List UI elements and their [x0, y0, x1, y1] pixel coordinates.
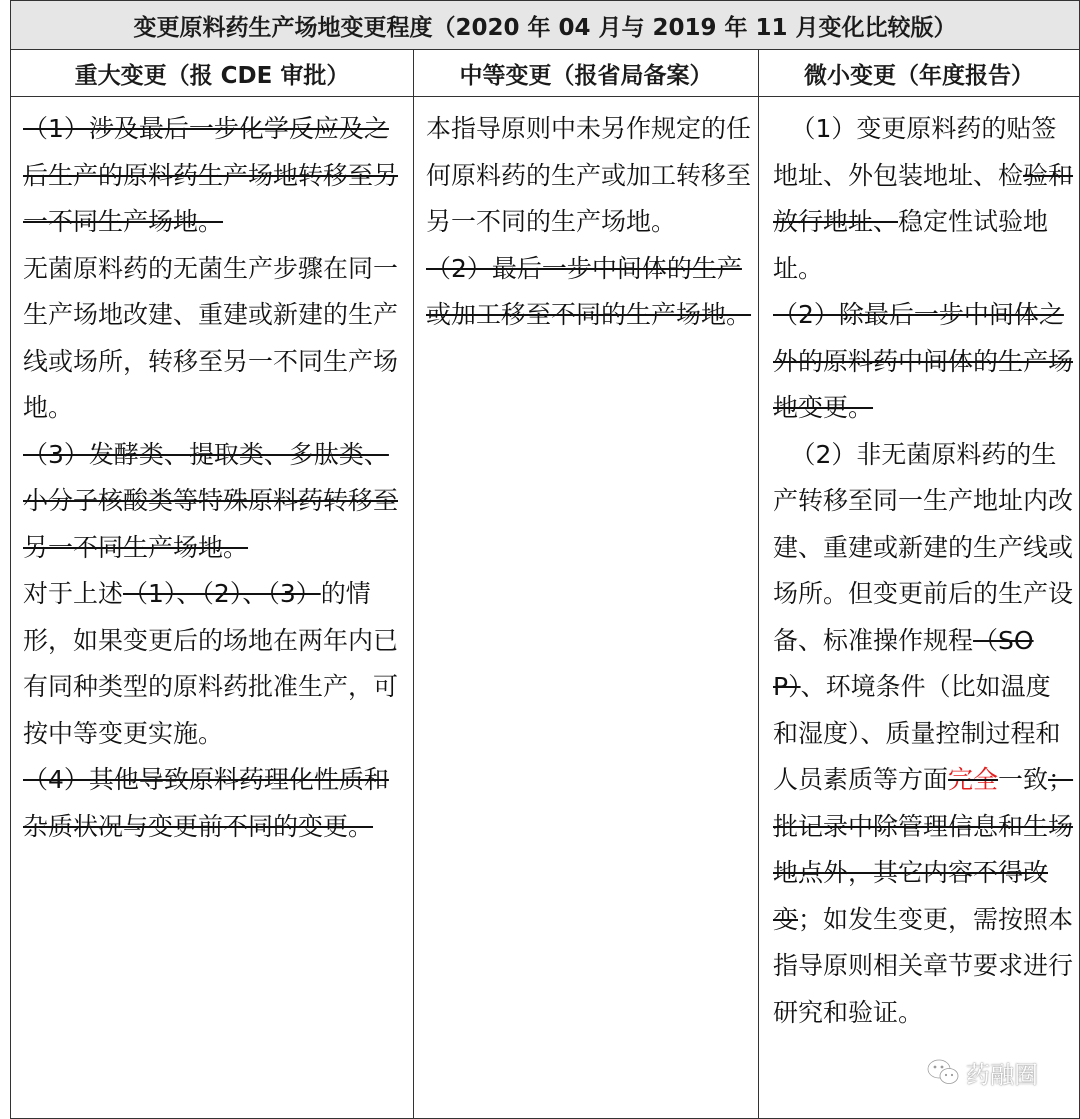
minor-text: ；如发生变更，需按照本指导原则相关章节要求进行研究和验证。	[773, 904, 1074, 1027]
minor-item-2	[773, 432, 1075, 1037]
column-header-moderate: 中等变更（报省局备案）	[414, 50, 759, 97]
wechat-icon	[926, 1057, 960, 1087]
major-item-3	[23, 432, 409, 572]
major-sterile-item: 无菌原料药的无菌生产步骤在同一生产场地改建、重建或新建的生产线或场所，转移至另一不同生产场地。	[23, 253, 399, 422]
deleted-text: ；批记录中除管理信息和生场地点外，其它内容不得改变	[773, 765, 1074, 934]
column-header-major: 重大变更（报 CDE 审批）	[11, 50, 414, 97]
moderate-paragraph-1: 本指导原则中未另作规定的任何原料药的生产或加工转移至另一不同的生产场地。	[426, 114, 752, 236]
major-change-cell	[11, 97, 414, 1119]
minor-text: 、环境条件（比如温度和湿度）、质量控制过程和人员素质等方面	[773, 672, 1061, 794]
deleted-text: （2）除最后一步中间体之外的原料药中间体的生产场地变更。	[773, 300, 1074, 422]
column-header-minor: 微小变更（年度报告）	[759, 50, 1080, 97]
note-text: 的情形，如果变更后的场地在两年内已有同种类型的原料药批准生产，可按中等变更实施。	[23, 579, 399, 748]
table-title: 变更原料药生产场地变更程度（2020 年 04 月与 2019 年 11 月变化比较版）	[11, 1, 1080, 50]
major-note	[23, 571, 409, 757]
deleted-text: （4）其他导致原料药理化性质和杂质状况与变更前不同的变更。	[23, 765, 389, 841]
moderate-item-2	[426, 246, 754, 339]
minor-text: （2）非无菌原料药的生产转移至同一生产地址内改建、重建或新建的生产线或场所。但变更前后的生产设备、标准操作规程	[773, 439, 1074, 655]
deleted-text: （1）、（2）、（3）	[123, 579, 321, 608]
inserted-text: 完全	[948, 765, 999, 794]
minor-text: （1）变更原料药的贴签地址、外包装地址、检	[773, 114, 1057, 190]
deleted-text: （3）发酵类、提取类、多肽类、小分子核酸类等特殊原料药转移至另一不同生产场地。	[23, 439, 399, 562]
minor-text: 一致	[998, 765, 1049, 794]
note-text: 对于上述	[23, 579, 124, 608]
watermark-text: 药融圈	[966, 1060, 1038, 1089]
major-item-1	[23, 106, 409, 246]
deleted-text: （SOP）	[773, 625, 1034, 701]
minor-change-cell	[759, 97, 1080, 1119]
minor-item-1	[773, 106, 1075, 292]
major-item-4	[23, 757, 409, 850]
deleted-text: （1）涉及最后一步化学反应及之后生产的原料药生产场地转移至另一不同生产场地。	[23, 114, 399, 236]
site-change-table	[10, 0, 1080, 1119]
deleted-text: （2）最后一步中间体的生产或加工移至不同的生产场地。	[426, 253, 752, 329]
minor-text: 稳定性试验地址。	[773, 207, 1049, 283]
source-watermark	[926, 1055, 1038, 1089]
deleted-text: 验和放行地址、	[773, 160, 1074, 236]
minor-old-item-2	[773, 292, 1075, 432]
moderate-change-cell	[414, 97, 759, 1119]
